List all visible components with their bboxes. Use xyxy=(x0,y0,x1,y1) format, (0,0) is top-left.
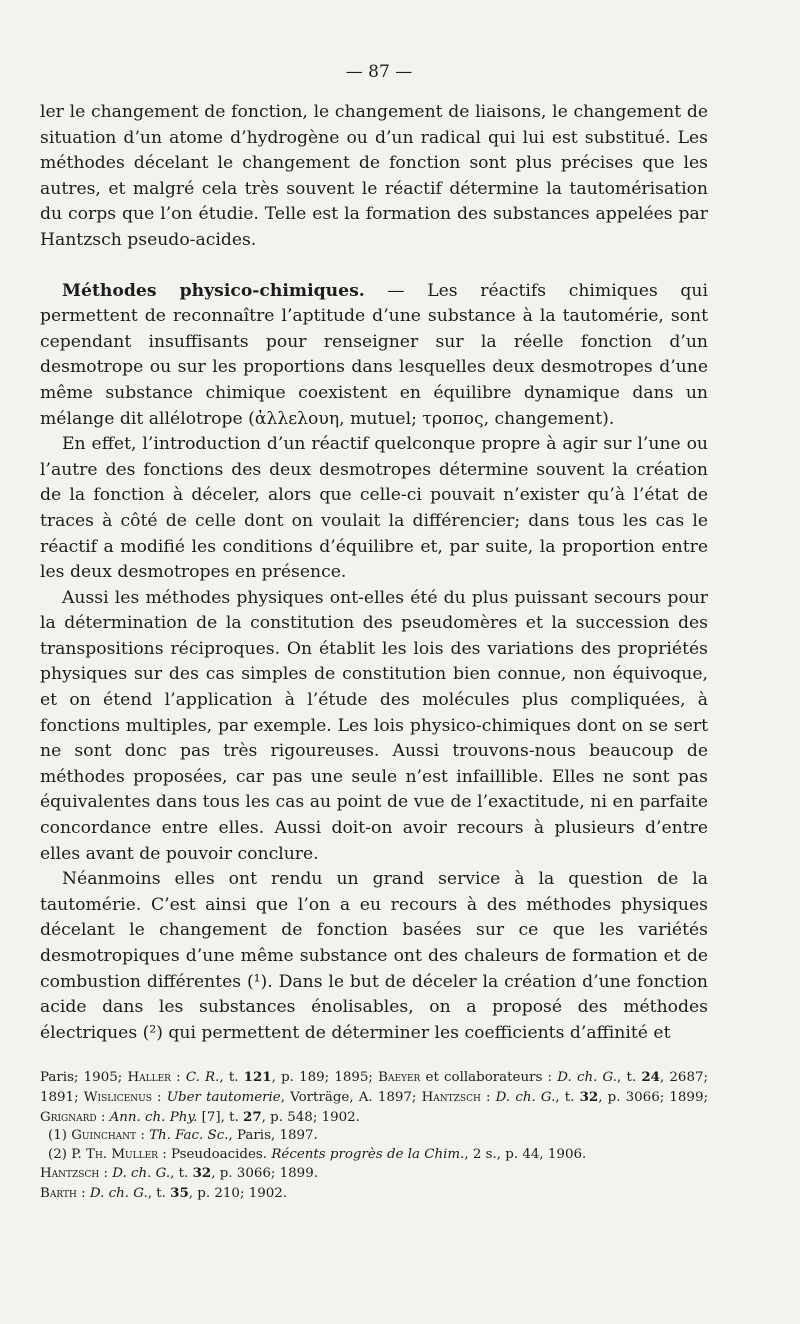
footnote-run: Hantzsch xyxy=(40,1166,100,1182)
footnote-run: Paris; 1905; xyxy=(40,1070,128,1086)
paragraph-continuation: ler le changement de fonction, le changement de liaisons, le changement de situation d’un atome d’hydrogène ou d’un radical qui lui est substitué. Les méthodes décelant le changement de fonction sont plus précises que les autres, et malgré cela très souvent le réactif détermine la tautomérisation du corps que l’on étudie. Telle est la formation des substances appelées par Hantzsch pseudo-acides. xyxy=(40,102,708,250)
footnote-run: , t. xyxy=(219,1070,244,1086)
footnote-run: , p. 210; 1902. xyxy=(188,1185,288,1201)
footnote-run: Ann. ch. Phy. xyxy=(109,1109,198,1125)
footnote-1 xyxy=(40,1127,708,1146)
footnote-run: Th. Muller xyxy=(86,1146,158,1162)
footnote-run: , t. xyxy=(617,1070,642,1086)
footnote-run: et collaborateurs : xyxy=(420,1070,558,1086)
footnote-run: Guinchant xyxy=(71,1128,137,1144)
footnote-run: D. ch. G. xyxy=(557,1070,618,1086)
footnote-run: D. ch. G. xyxy=(112,1166,171,1182)
footnote-run: D. ch. G. xyxy=(495,1089,556,1105)
footnote-run: 32 xyxy=(192,1165,212,1182)
footnote-run: 121 xyxy=(243,1069,272,1086)
footnote-run: Baeyer xyxy=(378,1070,421,1086)
paragraph-section xyxy=(40,279,708,433)
footnote-2-line-3 xyxy=(40,1184,708,1204)
footnote-run: Récents progrès de la Chim. xyxy=(271,1146,465,1162)
body-text xyxy=(40,100,708,1046)
footnote-2 xyxy=(40,1146,708,1165)
footnote-continuation xyxy=(40,1068,708,1127)
footnote-run: : xyxy=(136,1128,150,1144)
footnote-run: : xyxy=(96,1109,110,1125)
footnote-run: : xyxy=(99,1166,113,1182)
footnote-run: , t. xyxy=(147,1185,171,1201)
footnote-run: Barth xyxy=(40,1185,77,1201)
footnote-run: , 2687; 1891; xyxy=(40,1070,708,1105)
footnote-run: : xyxy=(170,1070,186,1086)
paragraph: Aussi les méthodes physiques ont-elles été du plus puissant secours pour la détermination de la constitution des pseudomères et la succession des transpositions réciproques. On établit les lois des variations des propriétés physiques sur des cas simples de constitution bien connue, non équivoque, et on étend l’application à l’étude des molécules plus compliquées, à fonctions multiples, par exemple. Les lois physico-chimiques dont on se sert ne sont donc pas très rigoureuses. Aussi trouvons-nous beaucoup de méthodes proposées, car pas une seule n’est infaillible. Elles ne sont pas équivalentes dans tous les cas au point de vue de l’exactitude, ni en parfaite concordance entre elles. Aussi doit-on avoir recours à plusieurs d’entre elles avant de pouvoir conclure. xyxy=(40,587,708,864)
section-heading: Méthodes physico-chimiques. xyxy=(62,280,365,301)
document-page xyxy=(40,62,708,1204)
footnote-run: Th. Fac. Sc. xyxy=(149,1128,229,1144)
footnote-run: , t. xyxy=(170,1166,193,1182)
footnote-run: , p. 189; 1895; xyxy=(271,1070,379,1086)
footnote-run: , p. 3066; 1899. xyxy=(211,1166,318,1182)
footnote-run: , p. 3066; 1899; xyxy=(598,1089,708,1105)
footnote-run: , 2 s., p. 44, 1906. xyxy=(464,1146,587,1162)
footnote-run: Haller xyxy=(127,1070,171,1086)
footnote-run: , Vorträge, A. 1897; xyxy=(280,1089,422,1105)
footnote-run: D. ch. G. xyxy=(89,1185,148,1201)
footnote-run: , t. xyxy=(555,1089,580,1105)
footnote-run: : xyxy=(76,1185,90,1201)
footnote-run: : Pseudoacides. xyxy=(157,1146,272,1162)
footnotes xyxy=(40,1068,708,1203)
footnote-2-line-2 xyxy=(40,1164,708,1184)
footnote-run: : xyxy=(480,1089,496,1105)
footnote-run: C. R. xyxy=(185,1070,220,1086)
footnote-run: : xyxy=(151,1089,167,1105)
footnote-run: (2) P. xyxy=(48,1146,87,1162)
section-text: — Les réactifs chimiques qui permettent de reconnaître l’aptitude d’une substance à la tautomérie, sont cependant insuffisants pour renseigner sur la réelle fonction d’un desmotrope ou sur les proportions dans lesquelles deux desmotropes d’une même substance chimique coexistent en équilibre dynamique dans un mélange dit allélotrope (ἀλλελουη, mutuel; τροπος, changement). xyxy=(40,280,708,429)
page-number: — 87 — xyxy=(345,62,413,82)
footnote-run: , p. 548; 1902. xyxy=(261,1109,360,1125)
footnote-run: Hantzsch xyxy=(421,1089,481,1105)
footnote-run: [7], t. xyxy=(197,1109,244,1125)
footnote-run: , Paris, 1897. xyxy=(228,1128,318,1144)
footnote-run: Wislicenus xyxy=(83,1089,152,1105)
footnote-run: 32 xyxy=(579,1088,599,1105)
footnote-run: 35 xyxy=(170,1184,189,1201)
paragraph: Néanmoins elles ont rendu un grand service à la question de la tautomérie. C’est ainsi que l’on a eu recours à des méthodes physiques décelant le changement de fonction basées sur ce que les variétés desmotropiques d’une même substance ont des chaleurs de formation et de combustion différentes (¹). Dans le but de déceler la création d’une fonction acide dans les substances énolisables, on a proposé des méthodes électriques (²) qui permettent de déterminer les coefficients d’affinité et xyxy=(40,869,708,1043)
footnote-run: 27 xyxy=(243,1108,262,1125)
footnote-run: (1) xyxy=(48,1128,72,1144)
paragraph: En effet, l’introduction d’un réactif quelconque propre à agir sur l’une ou l’autre des fonctions des deux desmotropes détermine souvent la création de la fonction à déceler, alors que celle-ci pouvait n’exister qu’à l’état de traces à côté de celle dont on voulait la différencier; dans tous les cas le réactif a modifié les conditions d’équilibre et, par suite, la proportion entre les deux desmotropes en présence. xyxy=(40,434,708,583)
footnote-run: 24 xyxy=(641,1069,660,1086)
footnote-run: Uber tautomerie xyxy=(166,1089,281,1105)
footnote-run: Grignard xyxy=(40,1109,97,1125)
